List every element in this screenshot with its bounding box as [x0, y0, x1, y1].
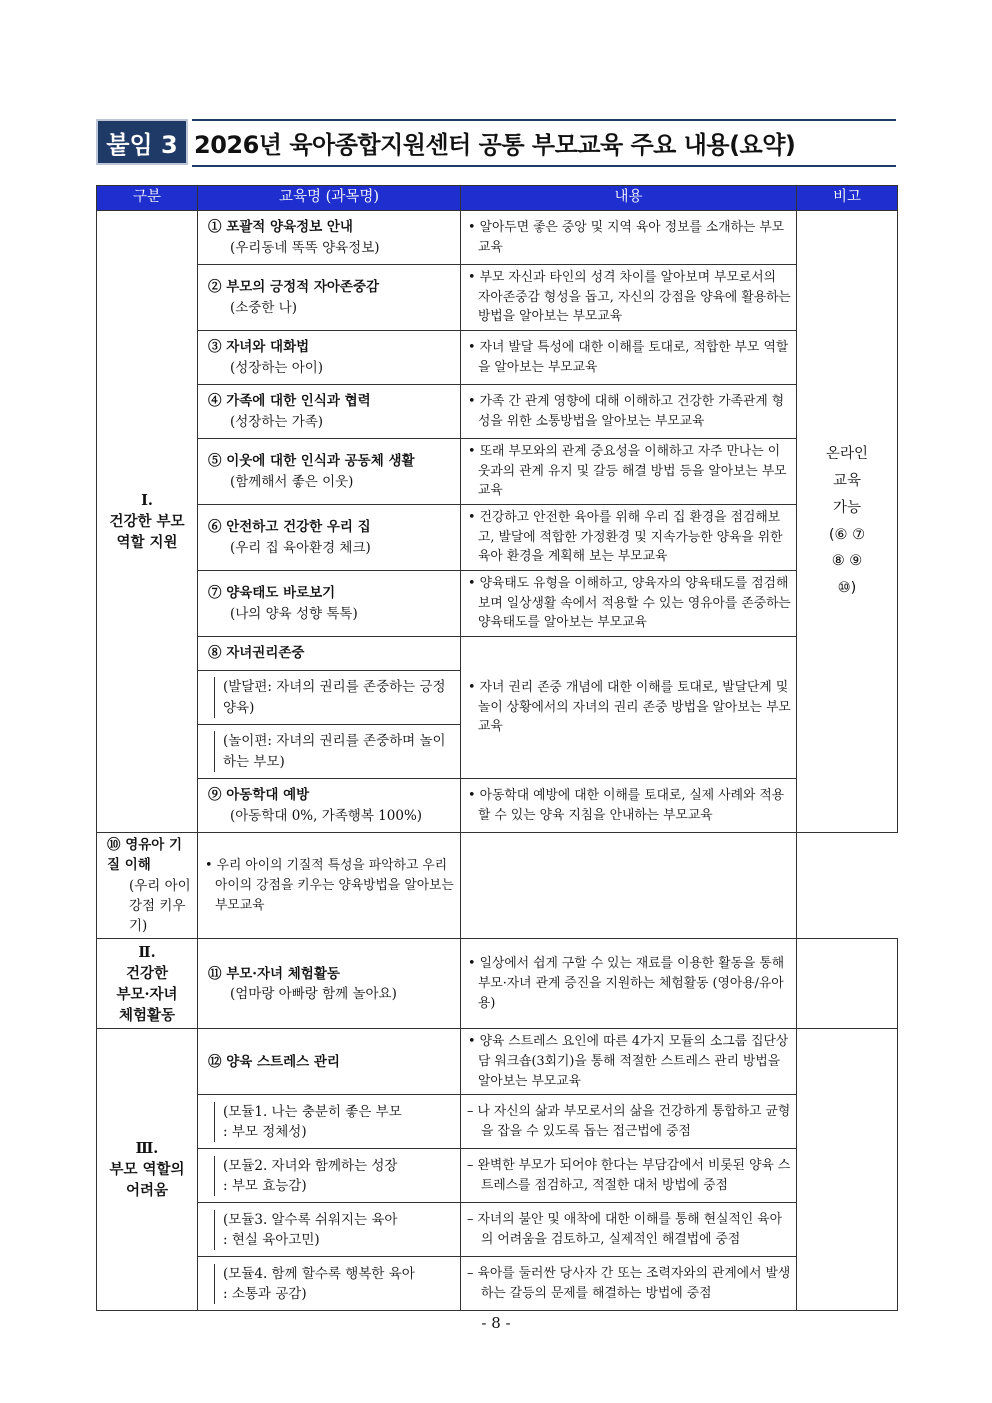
page-number: - 8 -	[481, 1314, 511, 1332]
course-cell: ⑫ 양육 스트레스 관리	[198, 1029, 461, 1095]
course-cell: ⑤ 이웃에 대한 인식과 공동체 생활 (함께해서 좋은 이웃)	[198, 439, 461, 505]
content-cell: • 자녀 발달 특성에 대한 이해를 토대로, 적합한 부모 역할을 알아보는 부모교육	[461, 331, 797, 385]
course-sub-cell: (놀이편: 자녀의 권리를 존중하며 놀이하는 부모)	[198, 725, 461, 779]
table-row	[97, 939, 898, 1029]
table-row	[97, 1095, 898, 1149]
note-empty-cell	[797, 939, 898, 1029]
category-3: Ⅲ. 부모 역할의 어려움	[97, 1029, 198, 1311]
content-cell: • 아동학대 예방에 대한 이해를 토대로, 실제 사례와 적용할 수 있는 양육 지침을 안내하는 부모교육	[461, 779, 797, 833]
content-cell: • 부모 자신과 타인의 성격 차이를 알아보며 부모로서의 자아존중감 형성을 돕고, 자신의 강점을 양육에 활용하는 방법을 알아보는 부모교육	[461, 265, 797, 331]
content-cell: – 완벽한 부모가 되어야 한다는 부담감에서 비롯된 양육 스트레스를 점검하고, 적절한 대처 방법에 중점	[461, 1149, 797, 1203]
note-empty-cell	[797, 1029, 898, 1311]
table-row	[97, 1257, 898, 1311]
course-cell: ④ 가족에 대한 인식과 협력 (성장하는 가족)	[198, 385, 461, 439]
course-sub-cell: (발달편: 자녀의 권리를 존중하는 긍정 양육)	[198, 671, 461, 725]
module-cell: (모듈2. 자녀와 함께하는 성장 : 부모 효능감)	[198, 1149, 461, 1203]
course-cell: ⑨ 아동학대 예방 (아동학대 0%, 가족행복 100%)	[198, 779, 461, 833]
course-cell: ② 부모의 긍정적 자아존중감 (소중한 나)	[198, 265, 461, 331]
category-1: Ⅰ. 건강한 부모 역할 지원	[97, 211, 198, 833]
content-cell: – 육아를 둘러싼 당사자 간 또는 조력자와의 관계에서 발생하는 갈등의 문제를 해결하는 방법에 중점	[461, 1257, 797, 1311]
module-cell: (모듈1. 나는 충분히 좋은 부모 : 부모 정체성)	[198, 1095, 461, 1149]
table-row	[97, 439, 898, 505]
table-header-row	[97, 186, 898, 211]
table-row	[97, 1149, 898, 1203]
page-title: 2026년 육아종합지원센터 공통 부모교육 주요 내용(요약)	[194, 130, 796, 159]
content-cell: • 또래 부모와의 관계 중요성을 이해하고 자주 만나는 이웃과의 관계 유지 및 갈등 해결 방법 등을 알아보는 부모교육	[461, 439, 797, 505]
content-cell: • 양육태도 유형을 이해하고, 양육자의 양육태도를 점검해보며 일상생활 속에서 적용할 수 있는 영유아를 존중하는 양육태도를 알아보는 부모교육	[461, 571, 797, 637]
table-row	[97, 211, 898, 265]
table-row	[97, 779, 898, 833]
online-note: 온라인 교육 가능 (⑥ ⑦ ⑧ ⑨ ⑩)	[797, 211, 898, 833]
course-cell: ① 포괄적 양육정보 안내 (우리동네 똑똑 양육정보)	[198, 211, 461, 265]
content-cell: – 나 자신의 삶과 부모로서의 삶을 건강하게 통합하고 균형을 잡을 수 있도록 돕는 접근법에 중점	[461, 1095, 797, 1149]
content-cell: • 우리 아이의 기질적 특성을 파악하고 우리 아이의 강점을 키우는 양육방법을 알아보는 부모교육	[198, 833, 461, 939]
col-header-note: 비고	[797, 186, 898, 211]
course-cell: ⑪ 부모·자녀 체험활동 (엄마랑 아빠랑 함께 놀아요)	[198, 939, 461, 1029]
category-2: Ⅱ. 건강한 부모·자녀 체험활동	[97, 939, 198, 1029]
col-header-content: 내용	[461, 186, 797, 211]
content-cell: • 알아두면 좋은 중앙 및 지역 육아 정보를 소개하는 부모교육	[461, 211, 797, 265]
course-cell: ⑩ 영유아 기질 이해 (우리 아이 강점 키우기)	[97, 833, 198, 939]
course-cell: ⑦ 양육태도 바로보기 (나의 양육 성향 톡톡)	[198, 571, 461, 637]
course-cell: ⑥ 안전하고 건강한 우리 집 (우리 집 육아환경 체크)	[198, 505, 461, 571]
content-cell: • 자녀 권리 존중 개념에 대한 이해를 토대로, 발달단계 및 놀이 상황에서의 자녀의 권리 존중 방법을 알아보는 부모교육	[461, 637, 797, 779]
attachment-badge: 붙임 3	[96, 119, 188, 165]
module-cell: (모듈4. 함께 할수록 행복한 육아 : 소통과 공감)	[198, 1257, 461, 1311]
course-cell: ⑧ 자녀권리존중	[198, 637, 461, 671]
table-row	[97, 1203, 898, 1257]
table-row	[97, 1029, 898, 1095]
table-row	[97, 505, 898, 571]
course-cell: ③ 자녀와 대화법 (성장하는 아이)	[198, 331, 461, 385]
table-row	[97, 331, 898, 385]
content-cell: – 자녀의 불안 및 애착에 대한 이해를 통해 현실적인 육아의 어려움을 검토하고, 실제적인 해결법에 중점	[461, 1203, 797, 1257]
table-row	[97, 265, 898, 331]
table-row	[97, 571, 898, 637]
content-cell: • 가족 간 관계 영향에 대해 이해하고 건강한 가족관계 형성을 위한 소통방법을 알아보는 부모교육	[461, 385, 797, 439]
content-cell: • 일상에서 쉽게 구할 수 있는 재료를 이용한 활동을 통해 부모·자녀 관계 증진을 지원하는 체험활동 (영아용/유아용)	[461, 939, 797, 1029]
col-header-category: 구분	[97, 186, 198, 211]
note-empty-cell	[461, 833, 797, 939]
content-cell: • 양육 스트레스 요인에 따른 4가지 모듈의 소그룹 집단상담 워크숍(3회기)을 통해 적절한 스트레스 관리 방법을 알아보는 부모교육	[461, 1029, 797, 1095]
education-summary-table	[96, 185, 898, 1311]
table-row	[97, 385, 898, 439]
table-row	[97, 637, 898, 671]
module-cell: (모듈3. 알수록 쉬워지는 육아 : 현실 육아고민)	[198, 1203, 461, 1257]
title-bottom-rule	[192, 165, 896, 167]
document-header	[96, 119, 896, 167]
col-header-course: 교육명 (과목명)	[198, 186, 461, 211]
content-cell: • 건강하고 안전한 육아를 위해 우리 집 환경을 점검해보고, 발달에 적합한 가정환경 및 지속가능한 양육을 위한 육아 환경을 계획해 보는 부모교육	[461, 505, 797, 571]
table-row	[97, 833, 898, 939]
